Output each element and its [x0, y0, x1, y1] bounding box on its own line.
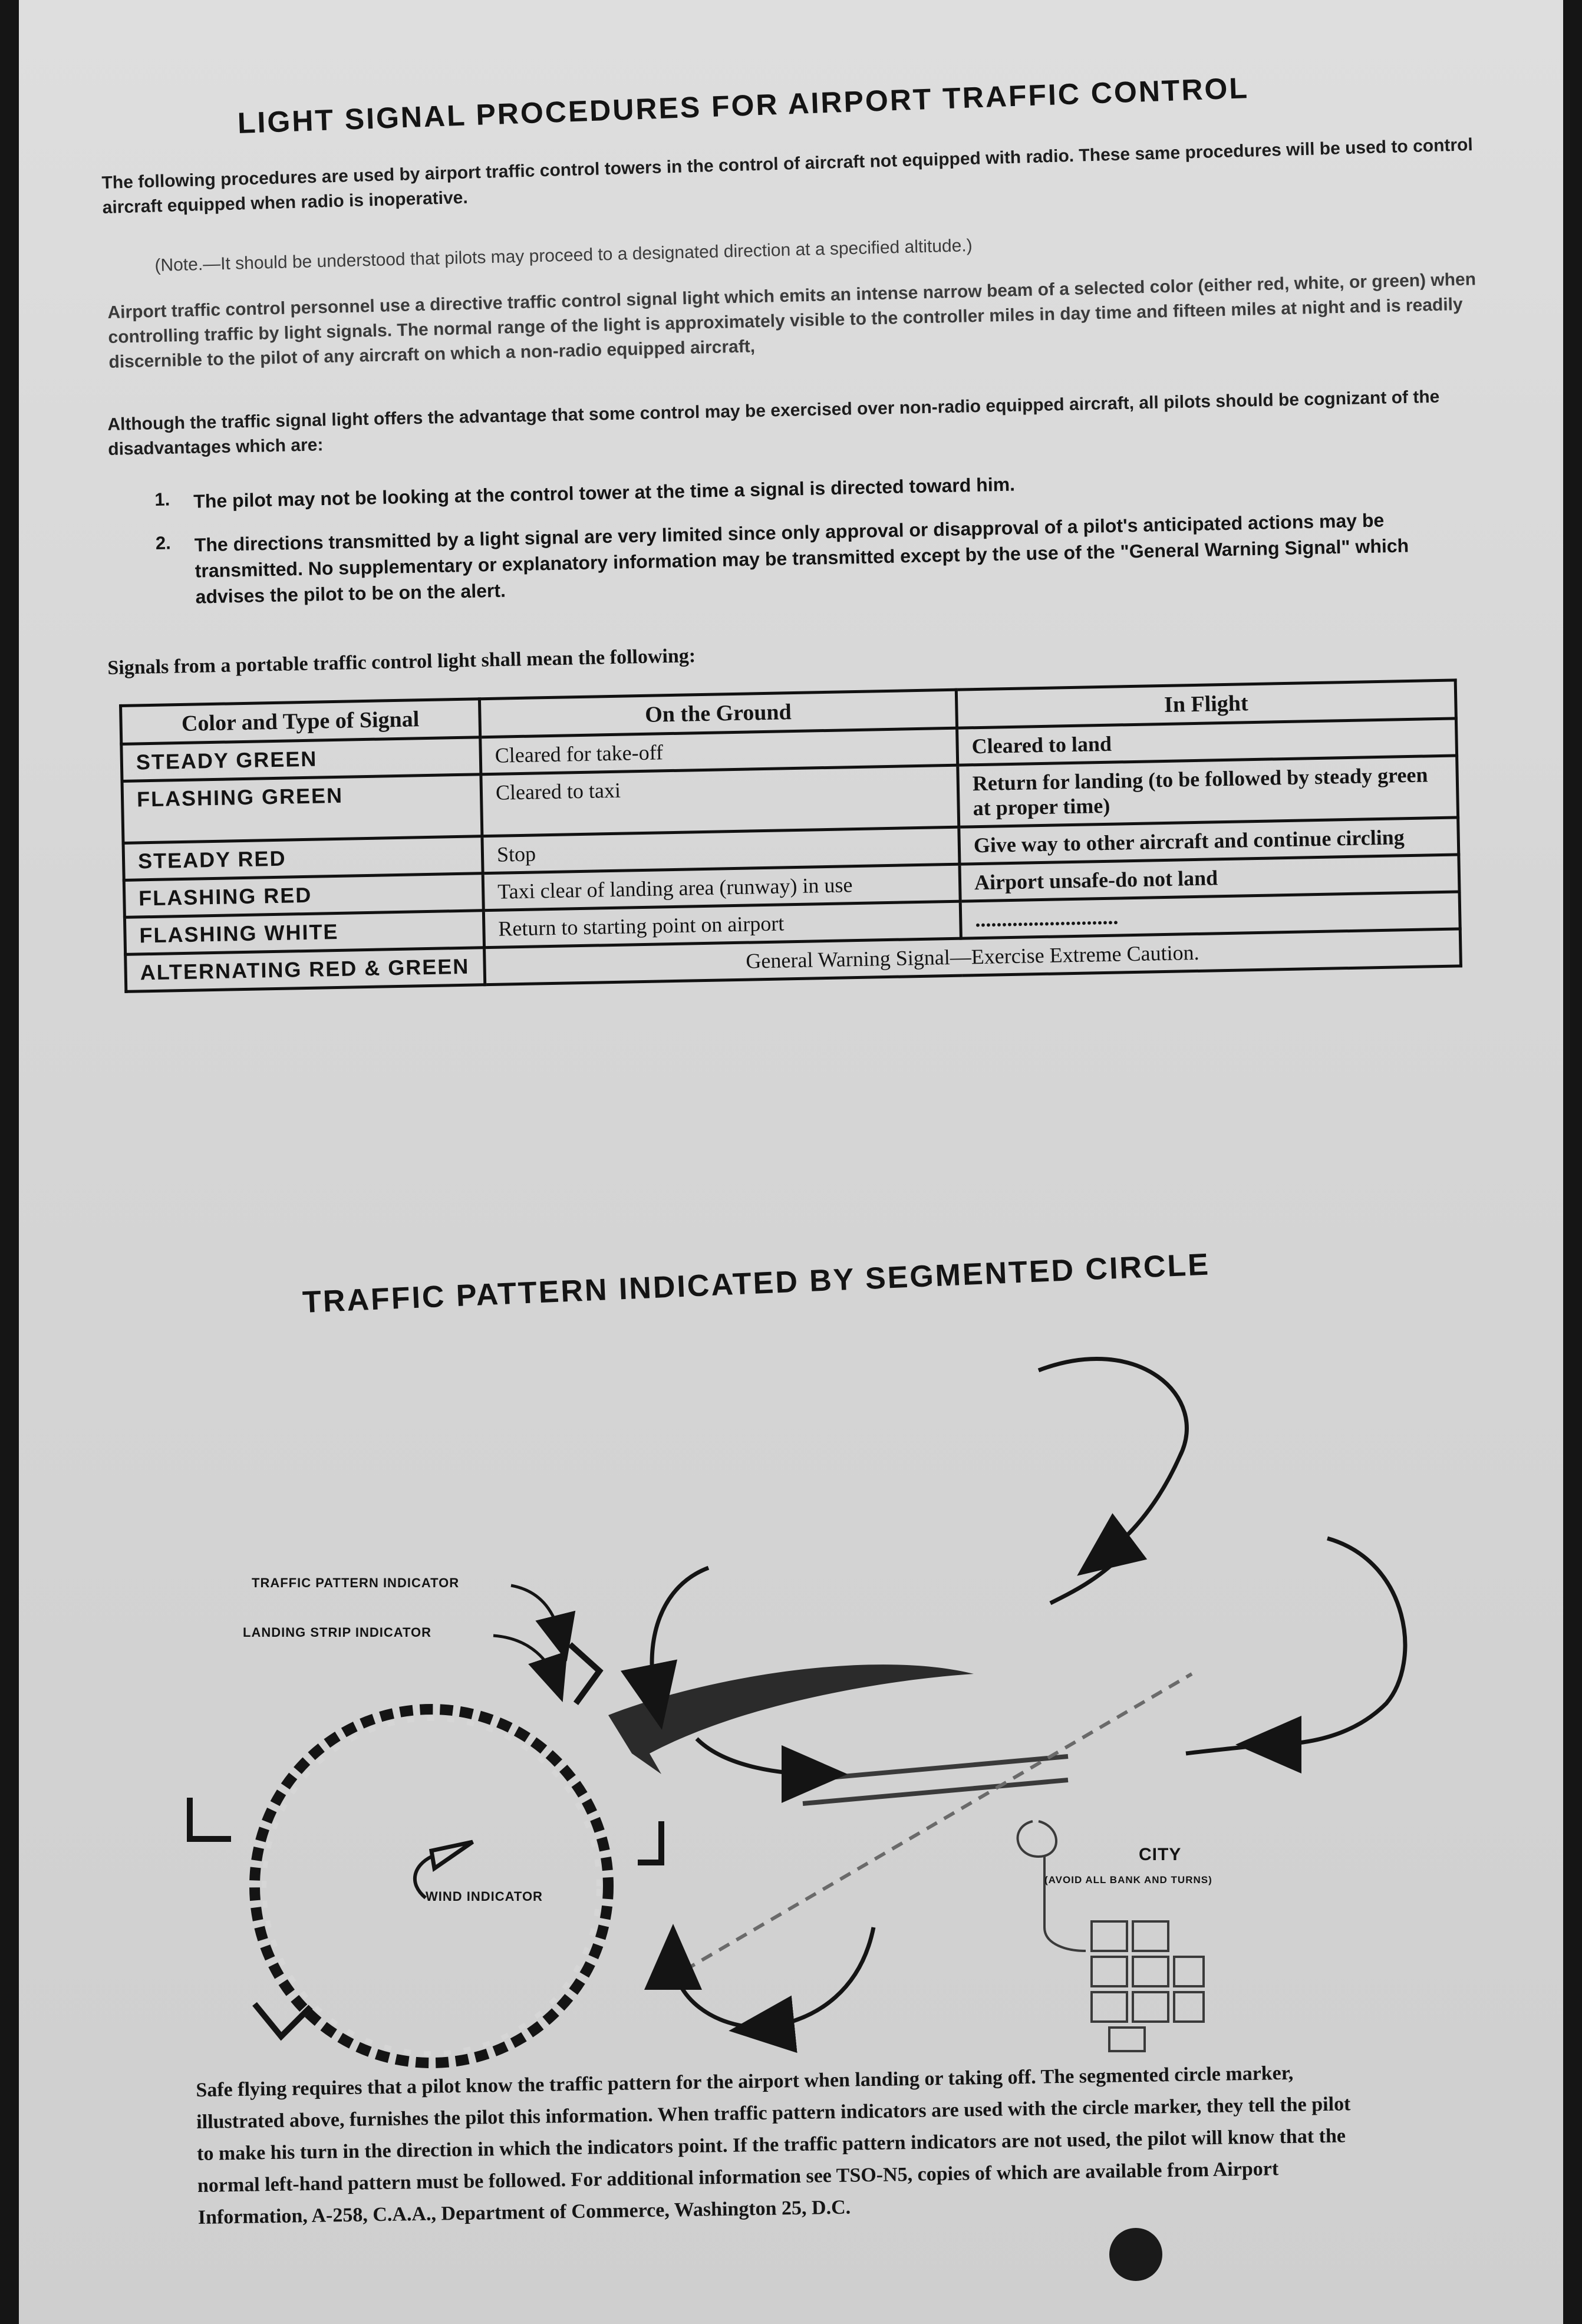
- header-signal: Color and Type of Signal: [121, 699, 480, 744]
- table-caption: Signals from a portable traffic control light shall mean the following:: [107, 645, 696, 679]
- runway: [667, 1674, 1192, 1980]
- list-item-number: 1.: [154, 489, 170, 510]
- list-item-text: The pilot may not be looking at the control tower at the time a signal is directed toward him.: [193, 473, 1016, 512]
- city-label: CITY: [1139, 1845, 1182, 1864]
- ground-cell: Return to starting point on airport: [483, 901, 961, 948]
- flight-cell: Airport unsafe-do not land: [960, 855, 1459, 901]
- landing-strip-indicator: [570, 1644, 599, 1703]
- punch-hole: [1109, 2228, 1162, 2281]
- traffic-pattern-indicator-east: [638, 1821, 661, 1863]
- equipment-paragraph: Airport traffic control personnel use a directive traffic control signal light which emits an intense narrow beam of a selected color (either red, white, or green) when controlling traffic by light signals. The normal range of the light is approximately visible to the controller miles in day time and fifteen miles at night and is readily discernible to the pilot of any aircraft on which a non-radio equipped aircraft,: [107, 269, 1476, 372]
- signal-cell: FLASHING GREEN: [122, 774, 482, 843]
- traffic-pattern-indicator-label: TRAFFIC PATTERN INDICATOR: [252, 1575, 460, 1590]
- page-title: LIGHT SIGNAL PROCEDURES FOR AIRPORT TRAFFIC CONTROL: [237, 71, 1250, 140]
- ground-cell: General Warning Signal—Exercise Extreme Caution.: [485, 929, 1461, 985]
- landing-strip-indicator-label: LANDING STRIP INDICATOR: [243, 1625, 432, 1640]
- intro-paragraph: The following procedures are used by airport traffic control towers in the control of aircraft not equipped with radio. These same procedures will be used to control aircraft equipped when radio is inoperative.: [101, 135, 1474, 217]
- signal-cell: STEADY GREEN: [121, 737, 481, 782]
- ground-cell: Cleared for take-off: [480, 728, 958, 774]
- signal-cell: FLASHING RED: [124, 873, 483, 918]
- airplane-icon: [608, 1664, 974, 1774]
- signal-cell: ALTERNATING RED & GREEN: [126, 948, 485, 992]
- signal-cell: FLASHING WHITE: [124, 911, 484, 955]
- traffic-pattern-diagram: [19, 0, 1563, 2324]
- traffic-pattern-indicator-west: [190, 1798, 231, 1839]
- diagram-title: TRAFFIC PATTERN INDICATED BY SEGMENTED CIRCLE: [302, 1247, 1211, 1320]
- ground-cell: Stop: [482, 827, 960, 873]
- wind-indicator-label: WIND INDICATOR: [426, 1889, 543, 1904]
- header-flight: In Flight: [956, 680, 1456, 728]
- city-note: (AVOID ALL BANK AND TURNS): [1044, 1874, 1212, 1885]
- flight-cell: Cleared to land: [957, 718, 1457, 765]
- note-paragraph: (Note.—It should be understood that pilots may proceed to a designated direction at a specified altitude.): [154, 236, 973, 275]
- ground-cell: Cleared to taxi: [481, 765, 959, 836]
- flight-cell: Give way to other aircraft and continue circling: [959, 817, 1459, 864]
- list-item-number: 2.: [155, 532, 172, 553]
- disadvantages-paragraph: Although the traffic signal light offers the advantage that some control may be exercised over non-radio equipped aircraft, all pilots should be cognizant of the disadvantages which are:: [107, 387, 1440, 459]
- ground-cell: Taxi clear of landing area (runway) in use: [483, 864, 960, 911]
- signal-cell: STEADY RED: [123, 836, 483, 881]
- flight-cell: Return for landing (to be followed by steady green at proper time): [958, 756, 1458, 827]
- document-sheet: [19, 0, 1563, 2324]
- footer-paragraph: Safe flying requires that a pilot know the traffic pattern for the airport when landing or taking off. The segmented circle marker, illustrated above, furnishes the pilot this information. When traffic pattern indicators are used with the circle marker, they tell the pilot to make his turn in the direction in which the indicators point. If the traffic pattern indicators are not used, the pilot will know that the normal left-hand pattern must be followed. For additional information see TSO-N5, copies of which are available from Airport Information, A-258, C.A.A., Department of Commerce, Washington 25, D.C.: [196, 2062, 1351, 2229]
- list-item-text: The directions transmitted by a light signal are very limited since only approval or disapproval of a pilot's anticipated actions may be transmitted. No supplementary or explanatory information may be transmitted except by the use of the "General Warning Signal" which advises the pilot to be on the alert.: [194, 509, 1409, 608]
- header-ground: On the Ground: [479, 690, 957, 737]
- flight-cell: ...........................: [960, 892, 1460, 938]
